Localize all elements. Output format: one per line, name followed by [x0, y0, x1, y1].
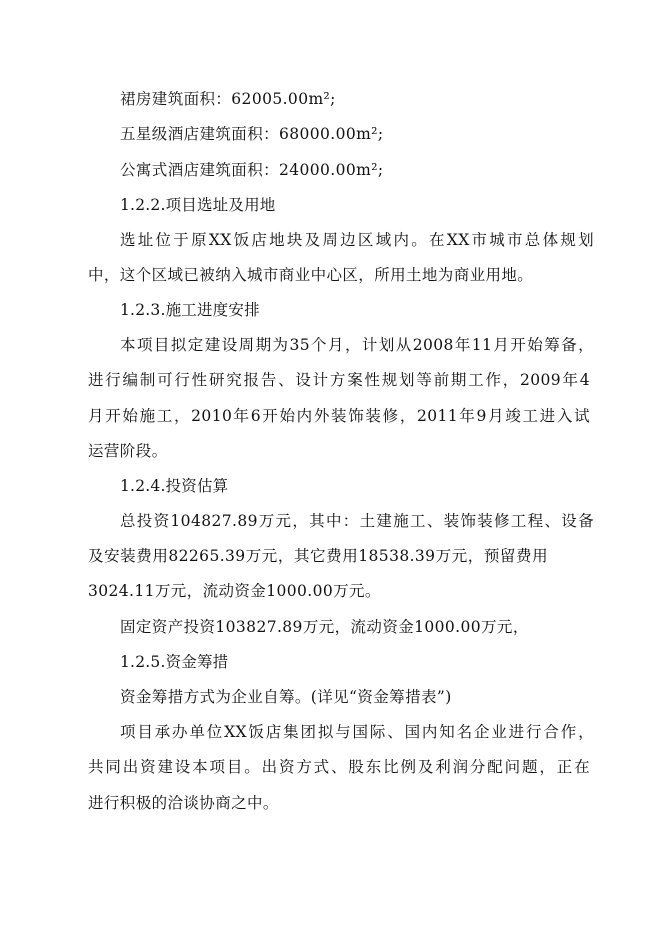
investment-paragraph-line: 总投资104827.89万元，其中：土建施工、装饰装修工程、设备: [120, 512, 594, 530]
fixed-assets-paragraph-line: 固定资产投资103827.89万元，流动资金1000.00万元，: [120, 618, 529, 636]
partnership-paragraph-line: 进行积极的洽谈协商之中。: [88, 794, 279, 812]
section-1-2-3-heading: 1.2.3.施工进度安排: [120, 301, 260, 319]
investment-paragraph-line: 3024.11万元，流动资金1000.00万元。: [88, 582, 381, 600]
schedule-paragraph-line: 运营阶段。: [88, 442, 168, 460]
section-1-2-5-heading: 1.2.5.资金筹措: [120, 653, 229, 671]
site-paragraph-line: 选址位于原XX饭店地块及周边区域内。在XX市城市总体规划: [120, 231, 594, 249]
apartment-hotel-area-line: 公寓式酒店建筑面积：24000.00m²;: [120, 161, 384, 179]
schedule-paragraph-line: 进行编制可行性研究报告、设计方案性规划等前期工作，2009年4: [88, 371, 590, 389]
schedule-paragraph-line: 本项目拟定建设周期为35个月，计划从2008年11月开始筹备，: [120, 336, 594, 354]
investment-paragraph-line: 及安装费用82265.39万元，其它费用18538.39万元，预留费用: [88, 547, 548, 565]
partnership-paragraph-line: 共同出资建设本项目。出资方式、股东比例及利润分配问题，正在: [88, 758, 590, 776]
five-star-hotel-area-line: 五星级酒店建筑面积：68000.00m²;: [120, 125, 384, 143]
site-paragraph-line: 中，这个区域已被纳入城市商业中心区，所用土地为商业用地。: [88, 266, 534, 284]
schedule-paragraph-line: 月开始施工，2010年6开始内外装饰装修，2011年9月竣工进入试: [88, 407, 590, 425]
section-1-2-2-heading: 1.2.2.项目选址及用地: [120, 196, 276, 214]
funding-method-line: 资金筹措方式为企业自筹。(详见“资金筹措表”): [120, 688, 452, 706]
section-1-2-4-heading: 1.2.4.投资估算: [120, 477, 229, 495]
podium-area-line: 裙房建筑面积：62005.00m²;: [120, 90, 336, 108]
partnership-paragraph-line: 项目承办单位XX饭店集团拟与国际、国内知名企业进行合作，: [120, 723, 594, 741]
